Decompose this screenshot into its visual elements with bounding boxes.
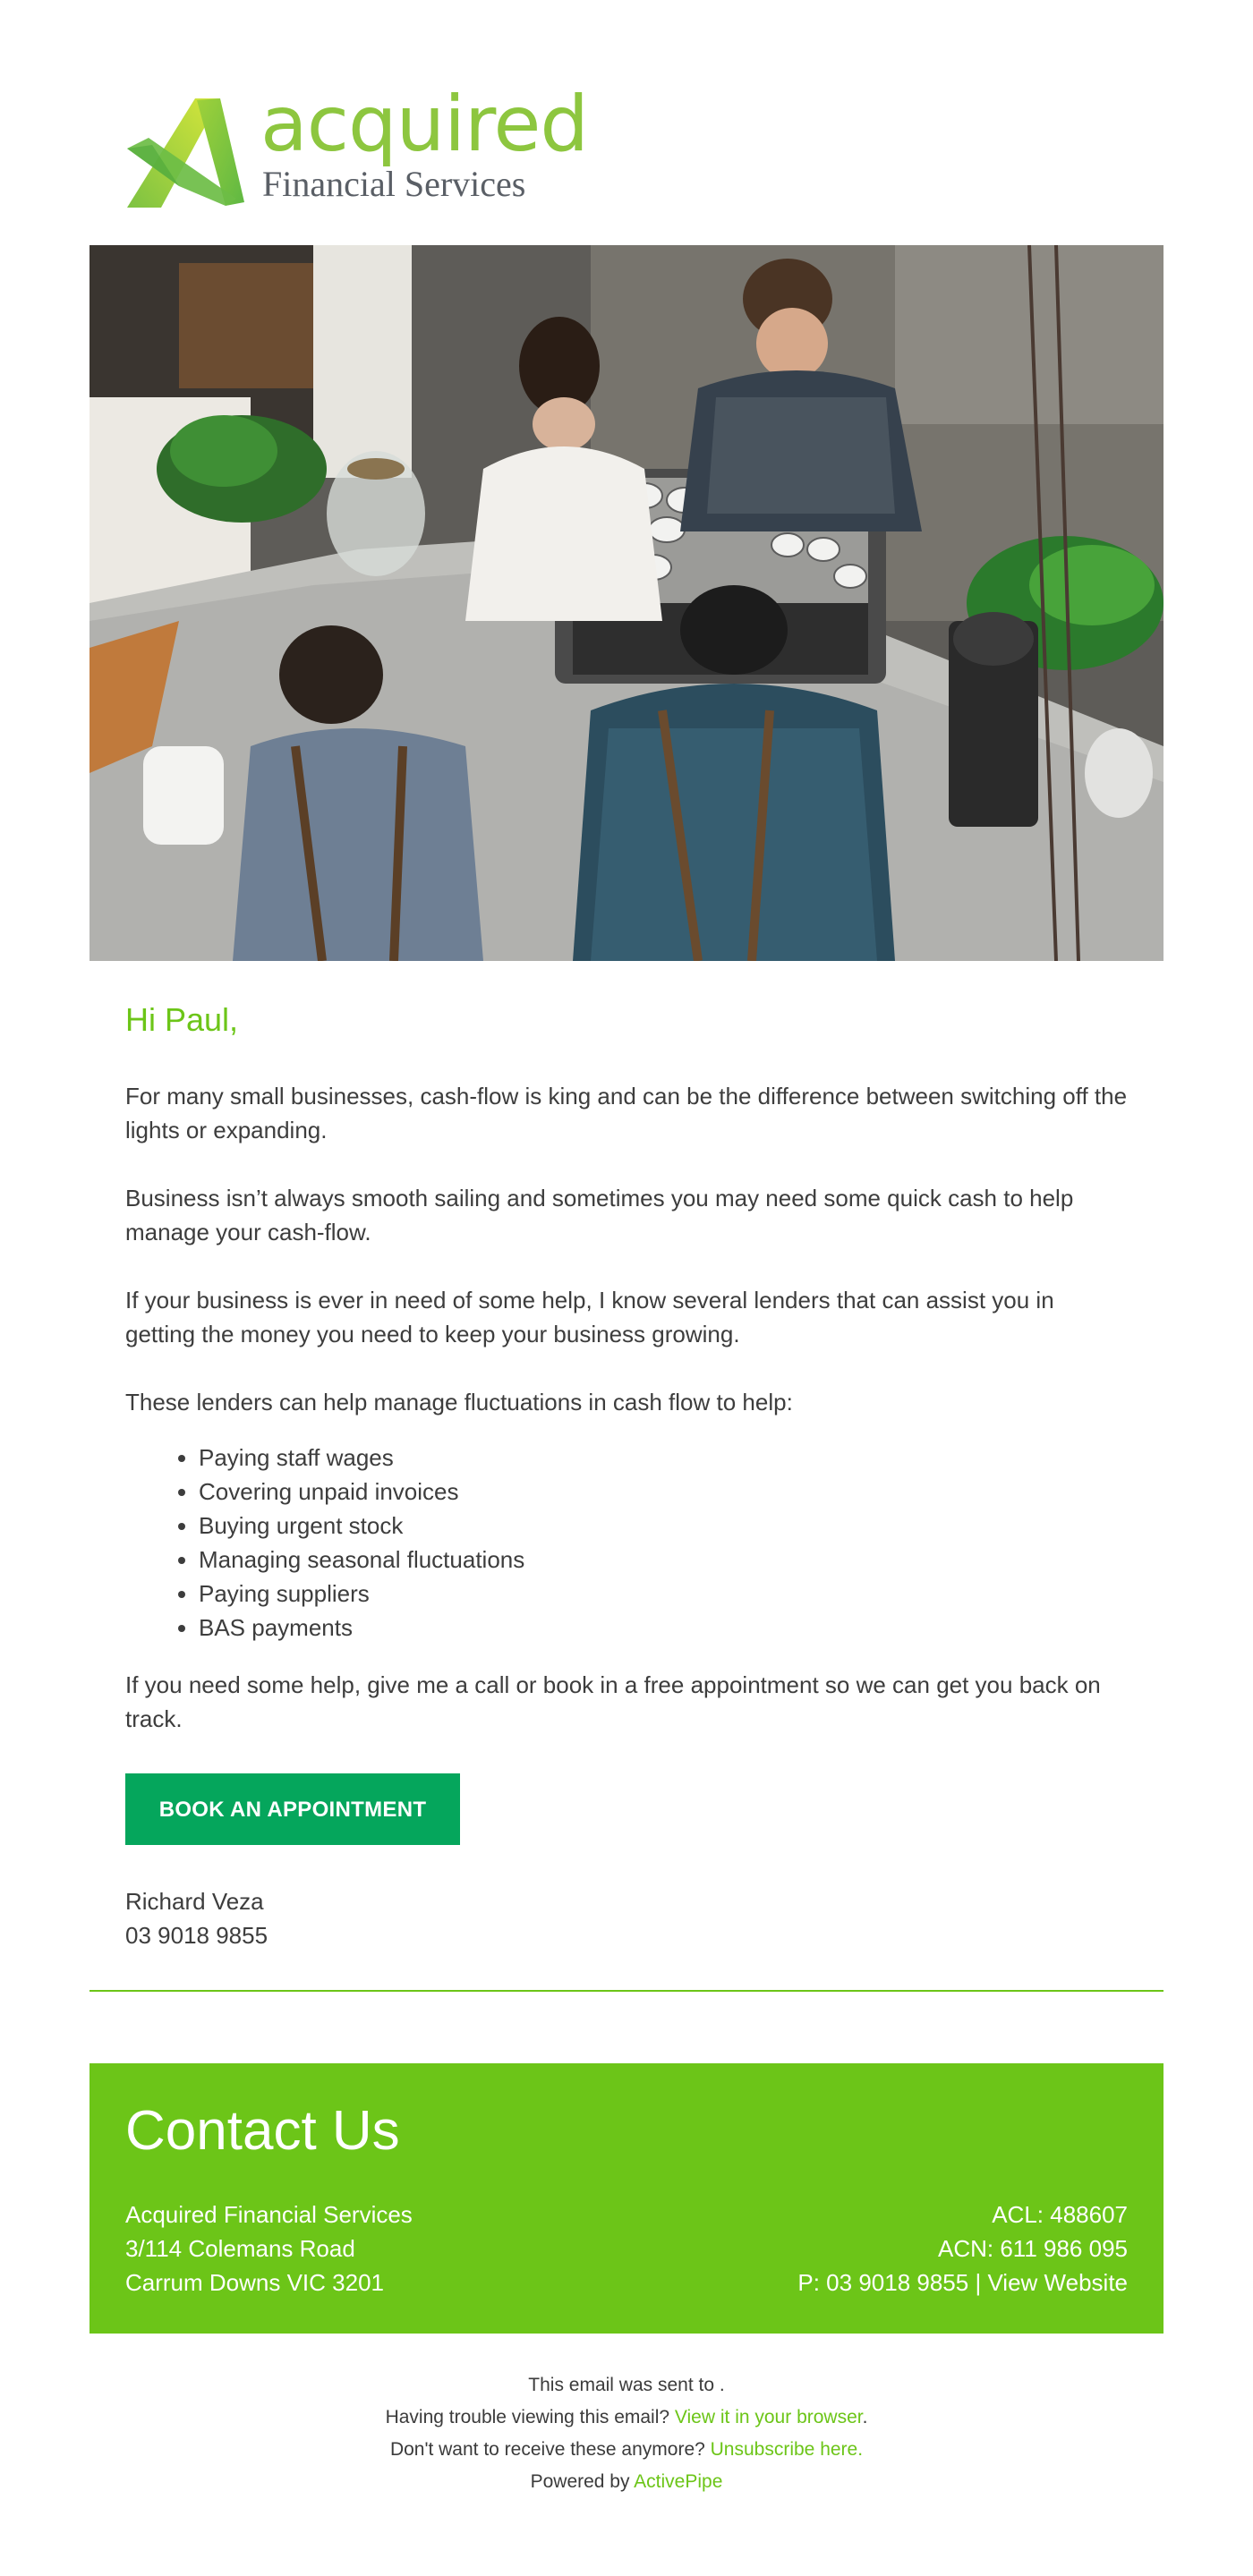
signature-phone[interactable]: 03 9018 9855: [125, 1922, 268, 1949]
list-item: • Covering unpaid invoices: [199, 1475, 1128, 1509]
contact-address: [125, 2198, 413, 2300]
intro-paragraph: For many small businesses, cash-flow is king and can be the difference between switching off the lights or expanding.: [125, 1083, 1128, 1143]
book-appointment-button[interactable]: BOOK AN APPOINTMENT: [125, 1773, 460, 1845]
call-to-action-paragraph: If you need some help, give me a call or book in a free appointment so we can get you back on track.: [125, 1671, 1101, 1732]
logo-subtitle: Financial Services: [262, 164, 526, 204]
signature-name: Richard Veza: [125, 1888, 264, 1915]
trouble-viewing-line: [90, 2402, 1164, 2434]
list-item: • BAS payments: [199, 1611, 1128, 1645]
company-name: Acquired Financial Services: [125, 2201, 413, 2228]
phone-website-line: [797, 2266, 1128, 2300]
benefits-list: [125, 1441, 1128, 1645]
list-item: • Managing seasonal fluctuations: [199, 1543, 1128, 1577]
logo-mark-icon: [125, 93, 246, 209]
contact-phone[interactable]: P: 03 9018 9855: [797, 2269, 969, 2296]
lenders-paragraph: If your business is ever in need of some help, I know several lenders that can assist you in getting the money you need to keep your business growing.: [125, 1287, 1054, 1348]
logo-wordmark: acquired: [260, 80, 588, 169]
powered-by-line: [90, 2466, 1164, 2498]
trouble-end: .: [862, 2407, 868, 2427]
email-header: [90, 0, 1164, 245]
list-item: • Paying suppliers: [199, 1577, 1128, 1611]
logo-text: [260, 80, 588, 204]
hero-image: [90, 245, 1164, 961]
section-divider: [90, 1990, 1164, 1992]
separator: |: [968, 2269, 988, 2296]
list-item: • Buying urgent stock: [199, 1509, 1128, 1543]
email-container: [90, 0, 1164, 2498]
brand-logo[interactable]: [125, 80, 588, 209]
acl-number: ACL: 488607: [992, 2201, 1128, 2228]
acn-number: ACN: 611 986 095: [938, 2235, 1128, 2262]
address-line-2: Carrum Downs VIC 3201: [125, 2269, 384, 2296]
view-in-browser-link[interactable]: View it in your browser: [674, 2407, 863, 2427]
powered-text: Powered by: [530, 2471, 635, 2492]
view-website-link[interactable]: View Website: [987, 2269, 1128, 2296]
trouble-text: Having trouble viewing this email?: [385, 2407, 675, 2427]
signature: [125, 1884, 1128, 1952]
contact-details: [125, 2198, 1128, 2300]
greeting-heading: Hi Paul,: [125, 1001, 239, 1038]
fluctuations-paragraph: These lenders can help manage fluctuations in cash flow to help:: [125, 1389, 793, 1416]
address-line-1: 3/114 Colemans Road: [125, 2235, 355, 2262]
contact-section: [90, 2063, 1164, 2334]
unsubscribe-line: [90, 2434, 1164, 2466]
unsubscribe-link[interactable]: Unsubscribe here.: [710, 2439, 864, 2460]
sent-to-line: This email was sent to .: [528, 2375, 725, 2395]
email-footer: [90, 2369, 1164, 2498]
contact-registration: [797, 2198, 1128, 2300]
cashflow-paragraph: Business isn’t always smooth sailing and sometimes you may need some quick cash to help manage your cash-flow.: [125, 1185, 1074, 1245]
activepipe-link[interactable]: ActivePipe: [634, 2471, 723, 2492]
list-item: • Paying staff wages: [199, 1441, 1128, 1475]
contact-title: Contact Us: [125, 2100, 400, 2162]
unsubscribe-text: Don't want to receive these anymore?: [389, 2439, 711, 2460]
email-body: [90, 1000, 1164, 1952]
